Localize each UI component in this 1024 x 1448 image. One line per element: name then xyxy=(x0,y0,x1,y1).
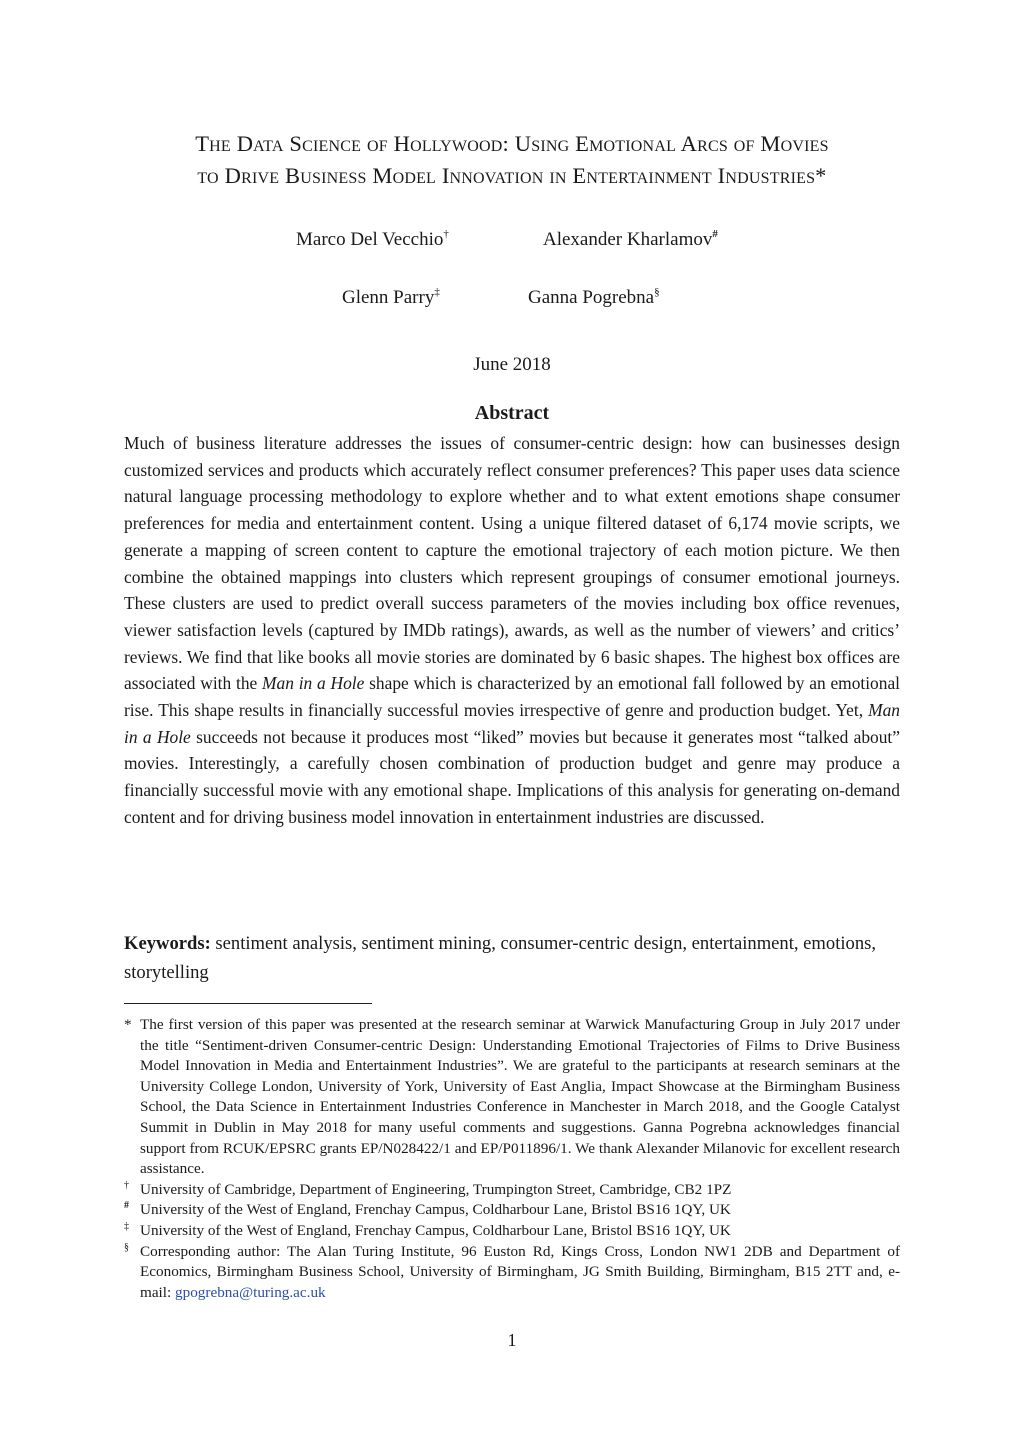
author-name: Glenn Parry xyxy=(342,287,435,308)
keywords xyxy=(124,930,900,987)
email-link[interactable]: gpogrebna@turing.ac.uk xyxy=(175,1283,326,1301)
keywords-label: Keywords: xyxy=(124,933,211,954)
footnote-divider xyxy=(124,1003,372,1004)
footnote-hash xyxy=(124,1200,900,1221)
footnote-mark: ‡ xyxy=(124,1220,129,1232)
publication-date: June 2018 xyxy=(473,354,551,375)
paper-title xyxy=(110,128,914,192)
footnote-text: The first version of this paper was presented at the research seminar at Warwick Manufacturing Group in July 2017 under the title “Sentiment-driven Consumer-centric Design: Understanding Emotional Trajectories of Films to Drive Business Model Innovation in Media and Entertainment Industries”. We are grateful to the participants at research seminars at the University College London, University of York, University of East Anglia, Impact Showcase at the Birmingham Business School, the Data Science in Entertainment Industries Conference in Manchester in March 2018, and the Google Catalyst Summit in Dublin in May 2018 for many useful comments and suggestions. Ganna Pogrebna acknowledges financial support from RCUK/EPSRC grants EP/N028422/1 and EP/P011896/1. We thank Alexander Milanovic for excellent research assistance. xyxy=(140,1016,900,1178)
author-mark: § xyxy=(654,286,660,298)
abstract-part-3: succeeds not because it produces most “liked” movies but because it generates most “talked about” movies. Interestingly, a carefully chosen combination of production budget and genre may produce a financially successful movie with any emotional shape. Implications of this analysis for generating on-demand content and for driving business model innovation in entertainment industries are discussed. xyxy=(124,726,900,827)
author-name: Marco Del Vecchio xyxy=(296,229,444,250)
footnote-mark: § xyxy=(124,1241,129,1253)
title-line-1: The Data Science of Hollywood: Using Emotional Arcs of Movies xyxy=(195,131,829,156)
author-alexander-kharlamov xyxy=(543,229,718,251)
footnote-text: University of the West of England, Frenchay Campus, Coldharbour Lane, Bristol BS16 1QY, UK xyxy=(140,1221,731,1239)
footnote-text: University of the West of England, Frenchay Campus, Coldharbour Lane, Bristol BS16 1QY, UK xyxy=(140,1201,731,1219)
footnote-mark: † xyxy=(124,1179,129,1191)
title-line-2: to Drive Business Model Innovation in Entertainment Industries xyxy=(197,163,816,188)
footnote-star xyxy=(124,1015,900,1180)
author-glenn-parry xyxy=(342,287,440,309)
abstract-italic-2: Man in a Hole xyxy=(124,700,900,747)
footnote-mark: # xyxy=(124,1200,129,1212)
footnote-dagger xyxy=(124,1180,900,1201)
author-mark: ‡ xyxy=(434,286,440,298)
author-name: Alexander Kharlamov xyxy=(543,229,713,250)
author-ganna-pogrebna xyxy=(528,287,660,309)
footnote-mark: * xyxy=(124,1016,132,1033)
footnotes xyxy=(124,1015,900,1303)
abstract-text xyxy=(124,430,900,831)
footnote-ddagger xyxy=(124,1221,900,1242)
abstract-part-2: shape which is characterized by an emotional fall followed by an emotional rise. This shape results in financially successful movies irrespective of genre and production budget. Yet, xyxy=(124,673,900,721)
abstract-part-1: Much of business literature addresses the issues of consumer-centric design: how can businesses design customized services and products which accurately reflect consumer preferences? This paper uses data science natural language processing methodology to explore whether and to what extent emotions shape consumer preferences for media and entertainment content. Using a unique filtered dataset of 6,174 movie scripts, we generate a mapping of screen content to capture the emotional trajectory of each motion picture. We then combine the obtained mappings into clusters which represent groupings of consumer emotional journeys. These clusters are used to predict overall success parameters of the movies including box office revenues, viewer satisfaction levels (captured by IMDb ratings), awards, as well as the number of viewers’ and critics’ reviews. We find that like books all movie stories are dominated by 6 basic shapes. The highest box offices are associated with the xyxy=(124,433,900,694)
abstract-italic-1: Man in a Hole xyxy=(262,673,365,694)
footnote-section xyxy=(124,1242,900,1304)
author-mark: † xyxy=(443,228,449,240)
page-number: 1 xyxy=(507,1330,517,1350)
author-marco-del-vecchio xyxy=(296,229,449,251)
footnote-text: University of Cambridge, Department of Engineering, Trumpington Street, Cambridge, CB2 1PZ xyxy=(140,1180,732,1198)
title-footnote-mark: * xyxy=(815,163,827,188)
author-name: Ganna Pogrebna xyxy=(528,287,655,308)
keywords-text: sentiment analysis, sentiment mining, consumer-centric design, entertainment, emotions, storytelling xyxy=(124,933,877,983)
footnote-text: Corresponding author: The Alan Turing Institute, 96 Euston Rd, Kings Cross, London NW1 2DB and Department of Economics, Birmingham Business School, University of Birmingham, JG Smith Building, Birmingham, B15 2TT and, e-mail: xyxy=(140,1242,900,1301)
abstract-heading: Abstract xyxy=(474,402,550,424)
author-mark: # xyxy=(712,228,718,240)
